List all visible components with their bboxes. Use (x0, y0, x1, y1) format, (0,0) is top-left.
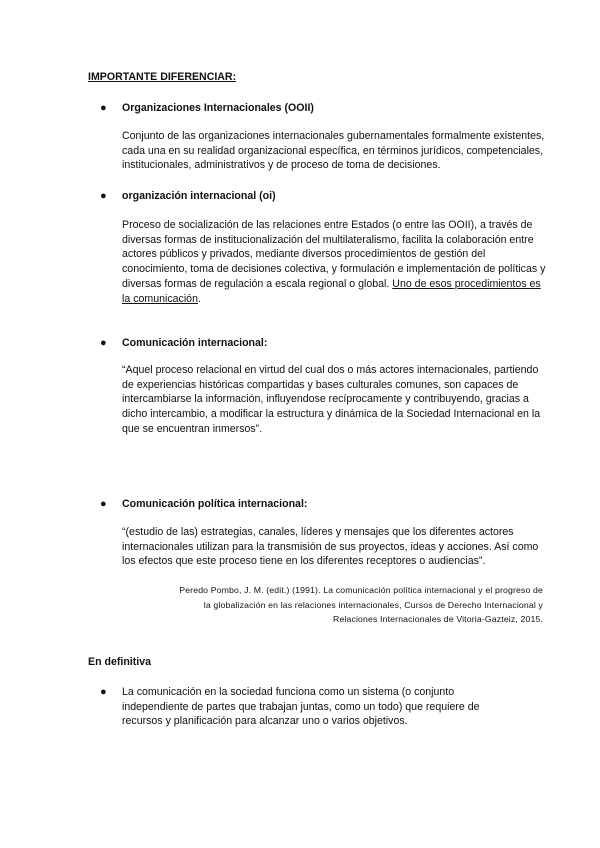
bullet-icon: ● (100, 337, 107, 349)
item-text-comunicacion-politica: “(estudio de las) estrategias, canales, líderes y mensajes que los diferentes actores internacionales utilizan para la transmisión de sus proyectos, ideas y acciones. Así como los efectos que este proceso tiene en los diferentes receptores o audiencias”. (122, 526, 539, 568)
item-text-oi-body: Proceso de socialización de las relaciones entre Estados (o entre las OOII), a través de diversas formas de institucionalización del multilateralismo, facilita la colaboración entre actores públicos y privados, mediante diversos procedimientos de gestión del conocimiento, toma de decisiones colectiva, y formulación e implementación de políticas y diversas formas de regulación a escala regional o global. (122, 219, 546, 290)
bullet-icon: ● (100, 102, 107, 114)
section-heading-en-definitiva: En definitiva (88, 656, 151, 668)
item-text-ooii: Conjunto de las organizaciones internacionales gubernamentales formalmente existentes, cada una en su realidad organizacional específica, en términos jurídicos, competenciales, institucionales, administrativos y de proceso de toma de decisiones. (122, 130, 545, 172)
item-text-oi-tail: . (197, 292, 201, 305)
citation (103, 583, 543, 627)
item-title-ooii: Organizaciones Internacionales (OOII) (122, 102, 314, 114)
citation-line-1: Peredo Pombo, J. M. (edit.) (1991). La comunicación política internacional y el progreso de (179, 585, 543, 595)
conclusion-text: La comunicación en la sociedad funciona como un sistema (o conjunto independiente de partes que trabajan juntas, como un todo) que requiere de recursos y planificación para alcanzar uno o varios objetivos. (122, 686, 480, 728)
item-title-comunicacion-politica: Comunicación política internacional: (122, 498, 308, 510)
bullet-icon: ● (100, 686, 107, 698)
bullet-icon: ● (100, 190, 107, 202)
page-heading: IMPORTANTE DIFERENCIAR: (88, 71, 237, 83)
item-title-comunicacion-internacional: Comunicación internacional: (122, 337, 268, 349)
item-text-oi-underlined: Uno de esos procedimientos es la comunicación (122, 277, 541, 305)
citation-line-2: la globalización en las relaciones internacionales, Cursos de Derecho Internacional y (203, 599, 543, 610)
citation-line-3: Relaciones Internacionales de Vitoria-Gazteiz, 2015. (333, 614, 543, 625)
item-title-oi: organización internacional (oi) (122, 190, 276, 202)
item-text-oi (122, 218, 547, 306)
item-text-comunicacion-internacional: “Aquel proceso relacional en virtud del cual dos o más actores internacionales, partiendo de experiencias históricas compartidas y bases culturales comunes, son capaces de intercambiarse la información, influyendose recíprocamente y contribuyendo, gracias a dicho intercambio, a modificar la estructura y dinámica de la Sociedad Internacional en la que se encuentran inmersos”. (122, 364, 541, 435)
bullet-icon: ● (100, 498, 107, 510)
